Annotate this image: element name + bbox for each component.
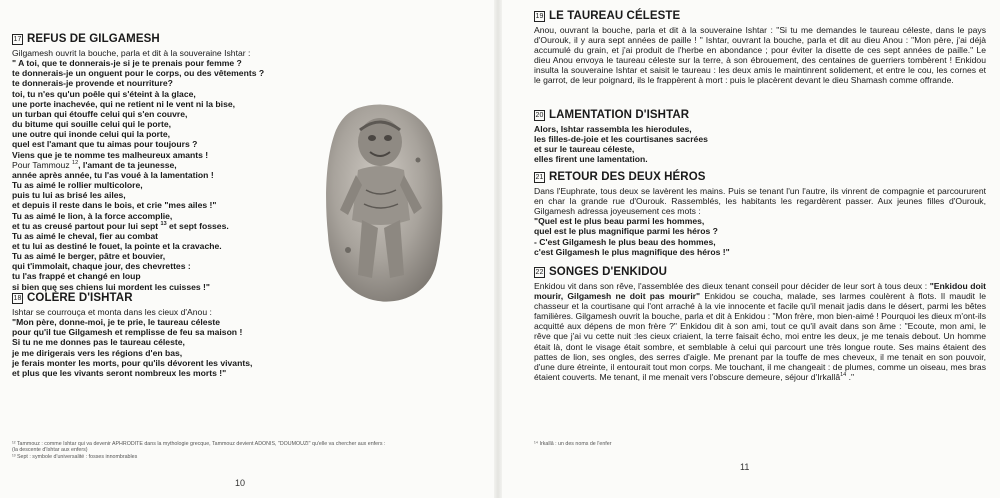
- footnote: ¹³ Sept : symbole d'universalité : fosses innombrables: [12, 453, 138, 460]
- section-22: [534, 266, 986, 382]
- section-heading: [534, 266, 986, 279]
- terracotta-figure-image: [318, 100, 448, 305]
- poem-line: tu l'as frappé et changé en loup: [12, 271, 141, 282]
- poem-line: et tu lui as destiné le fouet, la pointe et la cravache.: [12, 240, 222, 251]
- section-21: [534, 171, 986, 257]
- poem-line: Tu as aimé le lion, à la force accomplie,: [12, 210, 173, 221]
- section-heading: [534, 109, 986, 122]
- poem-line: quel est le plus magnifique parmi les héros ?: [534, 226, 718, 237]
- poem-line: "Mon père, donne-moi, je te prie, le taureau céleste: [12, 317, 220, 328]
- poem-line: et tu as creusé partout pour lui sept $^{13}$ et sept fosses.: [12, 220, 229, 231]
- footnote: ¹² Tammouz : comme Ishtar qui va devenir APHRODITE dans la mythologie grecque, Tammouz devient ADONIS, "DOUMOUZI" qu'elle va chercher aux enfers :: [12, 441, 386, 447]
- right-page: [500, 0, 1000, 498]
- section-18: [12, 292, 332, 378]
- poem-line: et depuis il reste dans le bois, et crie "mes ailes !": [12, 200, 217, 211]
- poem-line: "Quel est le plus beau parmi les hommes,: [534, 216, 705, 227]
- poem-line: qui t'immolait, chaque jour, des chevrettes :: [12, 261, 191, 272]
- section-number: 17: [13, 36, 22, 43]
- footnote: (la descente d'Ishtar aux enfers): [12, 447, 88, 454]
- section-heading: [12, 33, 332, 46]
- section-heading: [534, 10, 986, 23]
- section-19: [534, 10, 986, 86]
- poem-line: Si tu ne me donnes pas le taureau céleste,: [12, 337, 185, 348]
- section-title: LE TAUREAU CÉLESTE: [549, 10, 681, 22]
- footnote-ref: 13: [160, 220, 167, 227]
- poem-line: elles firent une lamentation.: [534, 154, 648, 165]
- poem-lines: [12, 48, 332, 160]
- poem-line: du bitume qui souille celui qui le porte,: [12, 119, 171, 130]
- section-title: LAMENTATION D'ISHTAR: [549, 109, 690, 121]
- poem-line: je ferais monter les morts, pour qu'ils dévorent les vivants,: [12, 357, 253, 368]
- section-title: SONGES D'ENKIDOU: [549, 266, 668, 278]
- poem-line: puis tu lui as brisé les ailes,: [12, 190, 126, 201]
- left-page: [0, 0, 496, 498]
- poem-line: une porte inachevée, qui ne retient ni le vent ni la bise,: [12, 98, 236, 109]
- poem-line: Pour Tammouz $^{12}$, l'amant de ta jeunesse,: [12, 159, 177, 170]
- footnotes: [12, 441, 482, 460]
- page-number: 10: [235, 478, 246, 488]
- poem-line: te donnerais-je provende et nourriture?: [12, 78, 173, 89]
- poem-line: Ishtar se courrouça et monta dans les cieux d'Anou :: [12, 307, 212, 317]
- section-text: Anou, ouvrant la bouche, parla et dit à la souveraine Ishtar : "Si tu me demandes le taureau céleste, dans le pays d'Ourouk, il y aura sept années de paille ! " Ishtar, ouvrant la bouche, parla et dit au dieu Anou : "Mon père, j'ai déjà accumulé du grain, et j'ai produit de l'herbe en abondance ; pour éviter la disette de ces sept années de paille." Le dieu Anou envoya le taureau céleste sur la terre, à son ébrouement, des centaines de guerriers tombèrent ! Enkidou insulta la souveraine Ishtar et saisit le taureau : les deux amis le maintinrent solidement, et entre le cou, les cornes et le garrot, de leur poignard, ils le frappèrent à mort : puis le placèrent devant le dieu Shamash comme offrande.: [534, 25, 986, 86]
- poem-lines: [12, 307, 332, 378]
- poem-line: et plus que les vivants seront nombreux les morts !": [12, 367, 227, 378]
- poem-line: Tu as aimé le rollier multicolore,: [12, 180, 143, 191]
- section-heading: [12, 292, 332, 305]
- poem-line: toi, tu n'es qu'un poêle qui s'éteint à la glace,: [12, 88, 196, 99]
- poem-line: - C'est Gilgamesh le plus beau des hommes,: [534, 236, 716, 247]
- section-heading: [534, 171, 986, 184]
- section-number: 18: [13, 295, 22, 302]
- poem-line: un turban qui étouffe celui qui s'en couvre,: [12, 108, 188, 119]
- section-number: 22: [535, 269, 544, 276]
- poem-lines: [534, 124, 986, 165]
- section-title: RETOUR DES DEUX HÉROS: [549, 171, 706, 183]
- poem-line: Viens que je te nomme tes malheureux amants !: [12, 149, 209, 160]
- poem-line: une outre qui inonde celui qui la porte,: [12, 129, 171, 140]
- poem-line: Alors, Ishtar rassembla les hierodules,: [534, 124, 692, 134]
- poem-lines: [534, 216, 986, 257]
- section-number: 20: [535, 112, 544, 119]
- footnote: ¹⁴ Irkallâ : un des noms de l'enfer: [534, 441, 612, 447]
- poem-lines: [12, 170, 332, 221]
- poem-line: c'est Gilgamesh le plus magnifique des héros !": [534, 246, 730, 257]
- section-title: REFUS DE GILGAMESH: [27, 33, 160, 45]
- section-title: COLÈRE D'ISHTAR: [27, 292, 133, 304]
- section-number: 21: [535, 174, 544, 181]
- poem-line: Gilgamesh ouvrit la bouche, parla et dit à la souveraine Ishtar :: [12, 48, 251, 58]
- section-text: Dans l'Euphrate, tous deux se lavèrent les mains. Puis se tenant l'un l'autre, ils vinrent de compagnie et parcoururent en char la grande rue d'Ourouk. Rassemblés, les habitants les regardèrent passer. Aux jeunes filles d'Ourouk, Gilgamesh adressa joyeusement ces mots :: [534, 186, 986, 217]
- poem-line: je me dirigerais vers les régions d'en bas,: [12, 347, 183, 358]
- poem-line: si bien que ses chiens lui mordent les cuisses !": [12, 281, 210, 292]
- section-20: [534, 109, 986, 165]
- footnote-ref: 14: [840, 371, 847, 378]
- poem-line: et sur le taureau céleste,: [534, 144, 635, 155]
- poem-lines: [12, 231, 332, 292]
- section-text: Enkidou vit dans son rêve, l'assemblée des dieux tenant conseil pour décider de leur sort à tous deux : "Enkidou doit mourir, Gilgamesh ne doit pas mourir" Enkidou se coucha, malade, ses larmes coulèrent à flots. Il maudit le chasseur et la courtisane qui l'ont arraché à la vie innocente et facile qu'il menait jadis dans le désert, parmi les bêtes familières. Gilgamesh ouvrit la bouche, parla et dit à Enkidou : "Mon frère, mon bien-aimé ! Pourquoi les dieux m'ont-ils acquitté aux dépens de mon frère ?" Enkidou dit à son ami, tout ce qu'il avait dans son âme : "Ecoute, mon ami, le rêve que j'ai vu cette nuit :les cieux criaient, la terre faisait écho, moi entre les deux, je me tenais debout. Un homme était là, dont le visage était sombre, et semblable à celui qui parcourt une très longue route. Ses mains étaient des pattes de lion, ses ongles, des serres d'aigle. Me prenant par la touffe de mes cheveux, il me tenait en son pouvoir, d'une dure étreinte, il entourait tout mon corps. Me touchant, il me changeait : de plumes, comme un oiseau, mes bras étaient couverts. Me tenant, il me menait vers l'obscure demeure, séjour d'Irkallâ$^{14}$ .": [534, 281, 986, 382]
- poem-line: les filles-de-joie et les courtisanes sacrées: [534, 134, 708, 145]
- poem-line: quel est l'amant que tu aimas pour toujours ?: [12, 139, 198, 150]
- poem-line: Tu as aimé le cheval, fier au combat: [12, 230, 158, 241]
- poem-line: te donnerais-je un onguent pour le corps, ou des vêtements ?: [12, 68, 265, 79]
- section-17: [12, 33, 332, 292]
- section-number: 19: [535, 13, 544, 20]
- poem-line: " A toi, que te donnerais-je si je te prenais pour femme ?: [12, 58, 242, 69]
- poem-line: Tu as aimé le berger, pâtre et bouvier,: [12, 251, 166, 262]
- poem-line: pour qu'il tue Gilgamesh et remplisse de feu sa maison !: [12, 327, 243, 338]
- page-number: 11: [740, 462, 750, 472]
- footnote-ref: 12: [72, 159, 79, 166]
- poem-line: année après année, tu l'as voué à la lamentation !: [12, 169, 214, 180]
